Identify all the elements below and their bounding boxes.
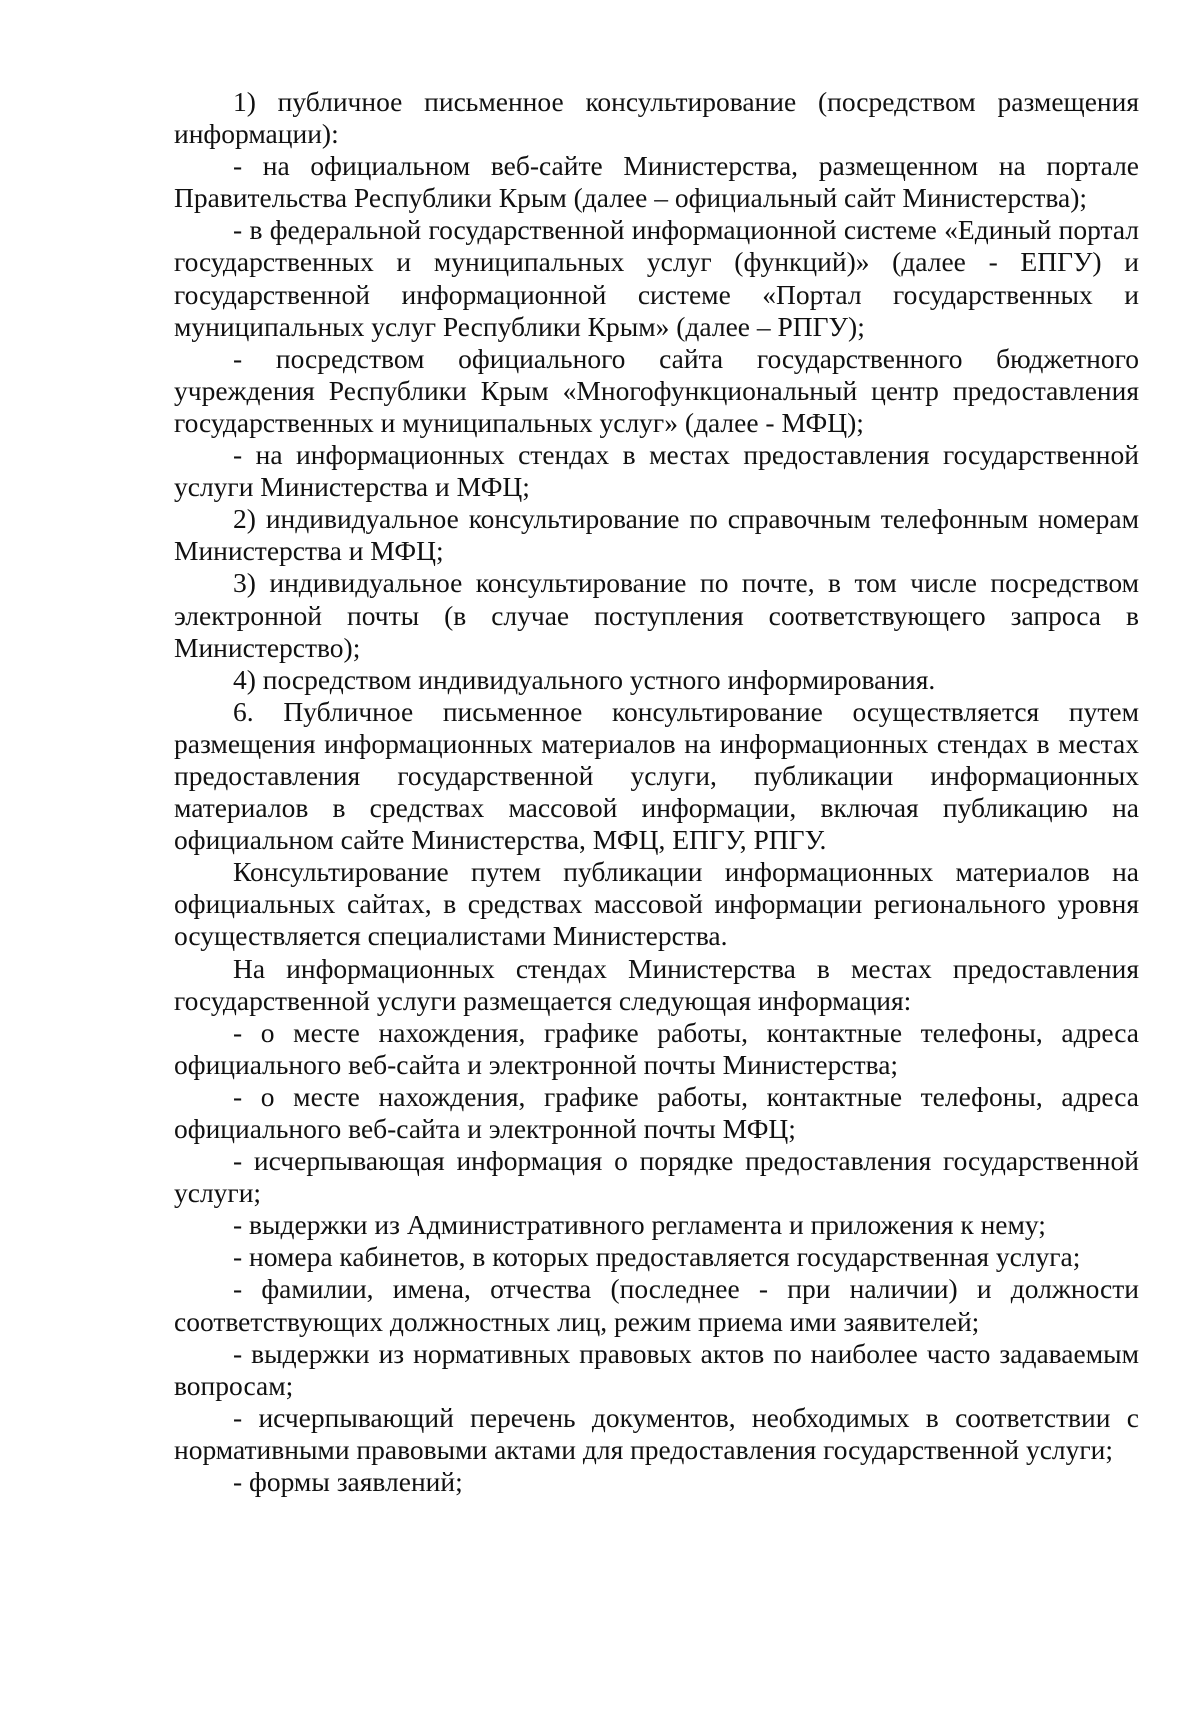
paragraph-18: - выдержки из нормативных правовых актов по наиболее часто задаваемым вопросам; <box>174 1337 1139 1401</box>
paragraph-20: - формы заявлений; <box>233 1466 463 1498</box>
paragraph-17: - фамилии, имена, отчества (последнее - при наличии) и должности соответствующих должностных лиц, режим приема ими заявителей; <box>174 1273 1139 1337</box>
paragraph-9: 6. Публичное письменное консультирование осуществляется путем размещения информационных материалов на информационных стендах в местах предоставления государственной услуги, публикации информационных материалов в средствах массовой информации, включая публикацию на официальном сайте Министерства, МФЦ, ЕПГУ, РПГУ. <box>174 695 1139 856</box>
paragraph-16: - номера кабинетов, в которых предоставляется государственная услуга; <box>233 1241 1081 1273</box>
paragraph-11: На информационных стендах Министерства в местах предоставления государственной услуги размещается следующая информация: <box>174 952 1139 1016</box>
paragraph-10: Консультирование путем публикации информационных материалов на официальных сайтах, в средствах массовой информации регионального уровня осуществляется специалистами Министерства. <box>174 856 1139 952</box>
paragraph-14: - исчерпывающая информация о порядке предоставления государственной услуги; <box>174 1145 1139 1209</box>
paragraph-19: - исчерпывающий перечень документов, необходимых в соответствии с нормативными правовыми актами для предоставления государственной услуги; <box>174 1401 1139 1465</box>
paragraph-6: 2) индивидуальное консультирование по справочным телефонным номерам Министерства и МФЦ; <box>174 503 1139 567</box>
paragraph-8: 4) посредством индивидуального устного информирования. <box>233 663 936 695</box>
paragraph-3: - в федеральной государственной информационной системе «Единый портал государственных и муниципальных услуг (функций)» (далее - ЕПГУ) и государственной информационной системе «Портал государственных и муниципальных услуг Республики Крым» (далее – РПГУ); <box>174 214 1139 342</box>
paragraph-15: - выдержки из Административного регламента и приложения к нему; <box>233 1209 1046 1241</box>
paragraph-1: 1) публичное письменное консультирование (посредством размещения информации): <box>174 86 1139 150</box>
paragraph-4: - посредством официального сайта государственного бюджетного учреждения Республики Крым «Многофункциональный центр предоставления государственных и муниципальных услуг» (далее - МФЦ); <box>174 342 1139 438</box>
document-body <box>174 86 1139 1498</box>
paragraph-7: 3) индивидуальное консультирование по почте, в том числе посредством электронной почты (в случае поступления соответствующего запроса в Министерство); <box>174 567 1139 663</box>
paragraph-13: - о месте нахождения, графике работы, контактные телефоны, адреса официального веб-сайта и электронной почты МФЦ; <box>174 1080 1139 1144</box>
paragraph-5: - на информационных стендах в местах предоставления государственной услуги Министерства и МФЦ; <box>174 439 1139 503</box>
paragraph-2: - на официальном веб-сайте Министерства, размещенном на портале Правительства Республики Крым (далее – официальный сайт Министерства); <box>174 150 1139 214</box>
paragraph-12: - о месте нахождения, графике работы, контактные телефоны, адреса официального веб-сайта и электронной почты Министерства; <box>174 1016 1139 1080</box>
